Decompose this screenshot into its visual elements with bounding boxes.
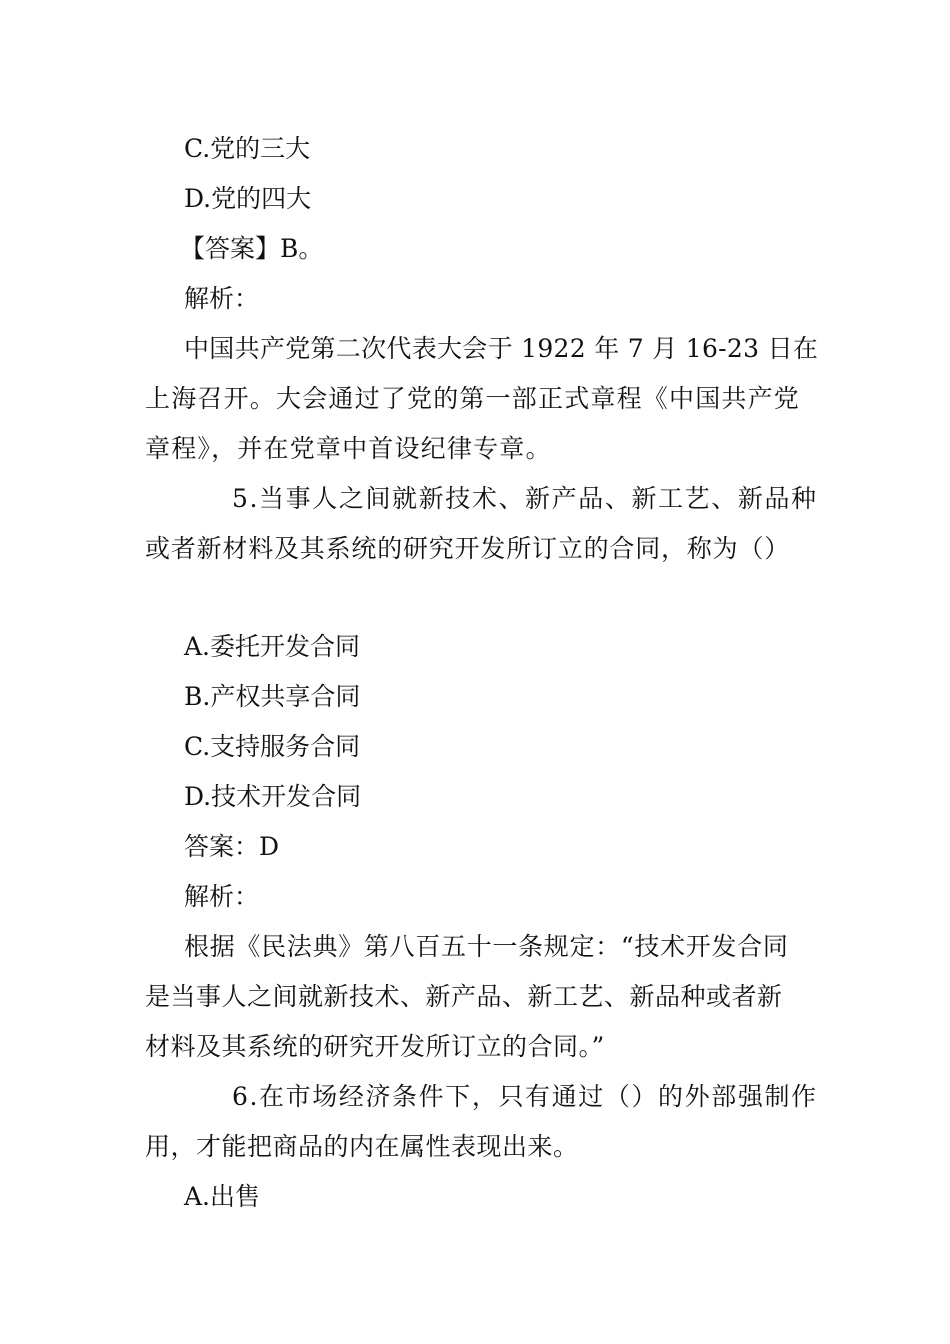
option-a: A.出售 — [184, 1182, 261, 1211]
option-d: D.党的四大 — [184, 184, 312, 213]
analysis-text-line: 是当事人之间就新技术、新产品、新工艺、新品种或者新 — [145, 982, 783, 1011]
option-c: C.支持服务合同 — [184, 732, 361, 761]
analysis-text-line: 根据《民法典》第八百五十一条规定：“技术开发合同 — [184, 932, 789, 961]
question-text-line: 或者新材料及其系统的研究开发所订立的合同，称为（） — [145, 534, 791, 563]
analysis-text-line: 章程》，并在党章中首设纪律专章。 — [145, 434, 552, 463]
analysis-text-line: 中国共产党第二次代表大会于 1922 年 7 月 16-23 日在 — [184, 334, 819, 363]
option-c: C.党的三大 — [184, 134, 311, 163]
question-text-line: 6.在市场经济条件下，只有通过（）的外部强制作 — [232, 1082, 818, 1111]
option-b: B.产权共享合同 — [184, 682, 361, 711]
analysis-text-line: 上海召开。大会通过了党的第一部正式章程《中国共产党 — [145, 384, 801, 413]
analysis-label: 解析： — [184, 882, 260, 911]
analysis-text-line: 材料及其系统的研究开发所订立的合同。” — [145, 1032, 605, 1061]
question-text-line: 用，才能把商品的内在属性表现出来。 — [145, 1132, 579, 1161]
answer-line: 【答案】B。 — [180, 234, 324, 263]
analysis-label: 解析： — [184, 284, 260, 313]
option-a: A.委托开发合同 — [184, 632, 361, 661]
question-text-line: 5.当事人之间就新技术、新产品、新工艺、新品种 — [232, 484, 818, 513]
answer-line: 答案：D — [184, 832, 280, 861]
option-d: D.技术开发合同 — [184, 782, 362, 811]
